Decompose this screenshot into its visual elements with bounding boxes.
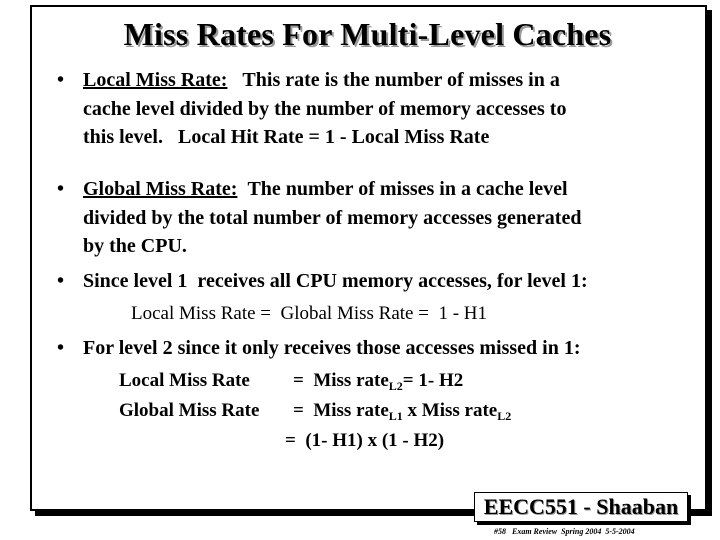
formula-eq: = Miss rate: [293, 400, 389, 421]
level2-global-formula-label: Global Miss Rate: [119, 400, 260, 421]
level2-global-formula: [293, 397, 511, 425]
level2-local-formula-label: Local Miss Rate: [119, 370, 250, 391]
bullet-local-miss-rate-line3: this level. Local Hit Rate = 1 - Local Miss Rate: [83, 126, 490, 148]
term-local-miss-rate: Local Miss Rate:: [83, 69, 228, 91]
formula-eq: = Miss rate: [293, 370, 389, 391]
subscript-l1: L1: [388, 409, 403, 423]
global-miss-rate-definition: The number of misses in a cache level: [247, 178, 568, 200]
level1-formula: Local Miss Rate = Global Miss Rate = 1 - H1: [131, 303, 487, 324]
bullet-local-miss-rate-line1: [83, 66, 560, 94]
bullet-global-miss-rate-line3: by the CPU.: [83, 235, 187, 257]
footer-note: #58 Exam Review Spring 2004 5-5-2004: [494, 527, 635, 536]
term-global-miss-rate: Global Miss Rate:: [83, 178, 238, 200]
bullet-level2-text: For level 2 since it only receives those accesses missed in 1:: [83, 337, 581, 359]
bullet-marker: •: [57, 69, 65, 91]
level2-global-formula-expansion: = (1- H1) x (1 - H2): [285, 430, 445, 451]
bullet-level1-text: Since level 1 receives all CPU memory accesses, for level 1:: [83, 270, 588, 292]
bullet-global-miss-rate-line1: [83, 175, 568, 203]
subscript-l2: L2: [497, 409, 512, 423]
bullet-marker: •: [57, 270, 65, 292]
course-label: EECC551 - Shaaban: [474, 492, 688, 522]
bullet-local-miss-rate-line2: cache level divided by the number of memory accesses to: [83, 98, 567, 120]
slide-title: Miss Rates For Multi-Level Caches: [123, 16, 612, 52]
formula-result: = 1- H2: [402, 370, 464, 391]
bullet-marker: •: [57, 178, 65, 200]
level2-local-formula: [293, 367, 463, 395]
bullet-global-miss-rate-line2: divided by the total number of memory accesses generated: [83, 207, 582, 229]
local-miss-rate-definition: This rate is the number of misses in a: [242, 69, 560, 91]
bullet-marker: •: [57, 337, 65, 359]
subscript-l2: L2: [388, 379, 403, 393]
formula-times: x Miss rate: [402, 400, 498, 421]
